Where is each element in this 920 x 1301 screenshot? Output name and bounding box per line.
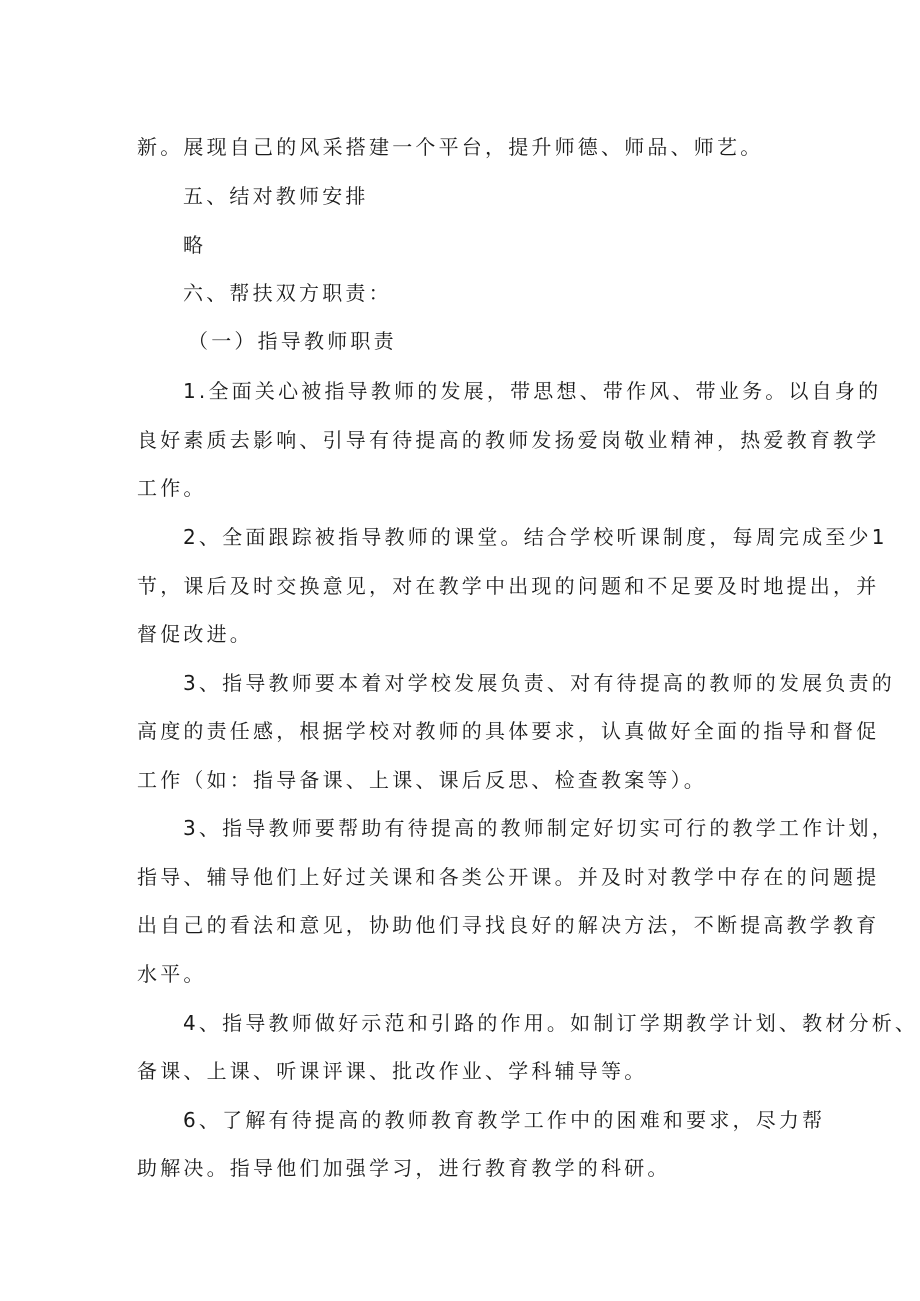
text-line: 6、了解有待提高的教师教育教学工作中的困难和要求，尽力帮 xyxy=(183,1108,826,1132)
text-line: 工作（如：指导备课、上课、课后反思、检查教案等）。 xyxy=(137,768,707,792)
text-line: 督促改进。 xyxy=(137,622,253,646)
text-line: 新。展现自己的风采搭建一个平台，提升师德、师品、师艺。 xyxy=(137,135,764,159)
text-line: 工作。 xyxy=(137,476,207,500)
text-line: 2、全面跟踪被指导教师的课堂。结合学校听课制度，每周完成至少1 xyxy=(183,525,888,549)
text-line: 水平。 xyxy=(137,962,207,986)
text-line: 良好素质去影响、引导有待提高的教师发扬爱岗敬业精神，热爱教育教学 xyxy=(137,428,880,452)
text-line: 助解决。指导他们加强学习，进行教育教学的科研。 xyxy=(137,1156,671,1180)
text-line: 备课、上课、听课评课、批改作业、学科辅导等。 xyxy=(137,1059,648,1083)
section-heading: 五、结对教师安排 xyxy=(183,184,369,208)
text-line: 高度的责任感，根据学校对教师的具体要求，认真做好全面的指导和督促 xyxy=(137,719,880,743)
section-heading: 六、帮扶双方职责： xyxy=(183,281,392,305)
text-line: 出自己的看法和意见，协助他们寻找良好的解决方法，不断提高教学教育 xyxy=(137,913,880,937)
text-line: 3、指导教师要本着对学校发展负责、对有待提高的教师的发展负责的 xyxy=(183,671,895,695)
text-line: 3、指导教师要帮助有待提高的教师制定好切实可行的教学工作计划， xyxy=(183,816,895,840)
text-line: 略 xyxy=(183,233,207,257)
subsection-heading: （一）指导教师职责 xyxy=(188,329,397,353)
text-line: 指导、辅导他们上好过关课和各类公开课。并及时对教学中存在的问题提 xyxy=(137,865,880,889)
text-line: 节，课后及时交换意见，对在教学中出现的问题和不足要及时地提出，并 xyxy=(137,574,880,598)
text-line: 4、指导教师做好示范和引路的作用。如制订学期教学计划、教材分析、 xyxy=(183,1011,919,1035)
text-line: 1.全面关心被指导教师的发展，带思想、带作风、带业务。以自身的 xyxy=(183,379,882,403)
